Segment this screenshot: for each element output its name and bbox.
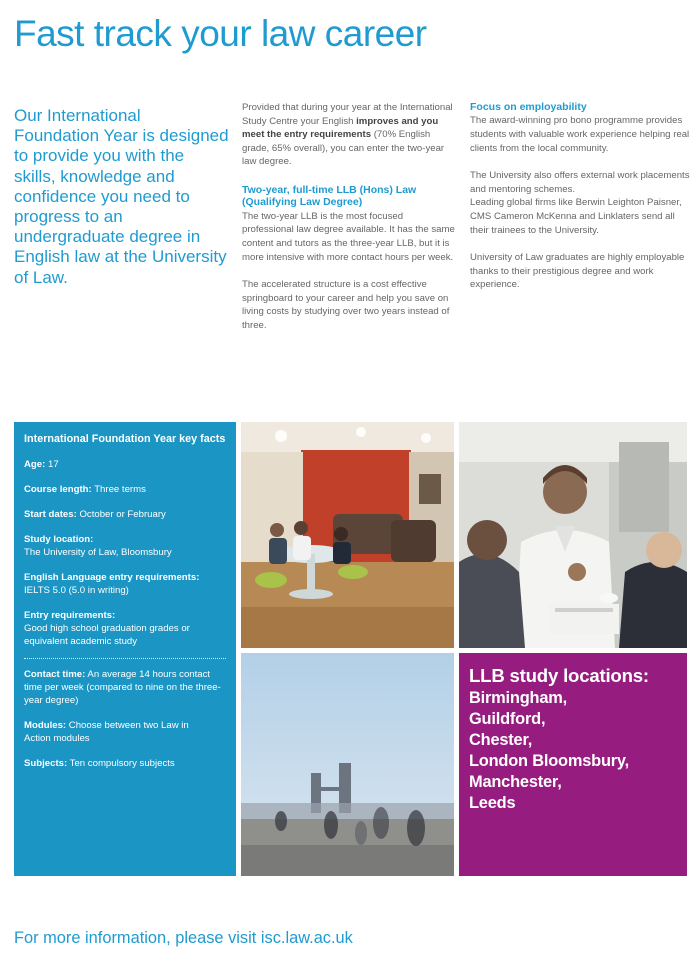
column-two-paragraph-2: The two-year LLB is the most focused professional law degree available. It has the same content and tutors as the three-year LLB, but it is more intensive with more contact hours per week. xyxy=(242,210,455,263)
entry-requirement-emphasis: improves and you meet the entry requirements xyxy=(242,115,439,141)
column-three-paragraph-1: The award-winning pro bono programme provides students with valuable work experience helping real clients from the local community. xyxy=(470,115,690,154)
location-item: Chester, xyxy=(469,731,533,749)
fact-contact-time: Contact time: An average 14 hours contact time per week (compared to nine on the three-year degree) xyxy=(24,668,221,706)
london-city-photo xyxy=(241,653,454,876)
footer-more-info: For more information, please visit isc.law.ac.uk xyxy=(14,929,353,947)
fact-entry-requirements: Entry requirements: Good high school graduation grades or equivalent academic study xyxy=(24,609,190,647)
fact-start-dates: Start dates: October or February xyxy=(24,508,166,520)
fact-study-location: Study location: The University of Law, Bloomsbury xyxy=(24,533,172,558)
students-lounge-image xyxy=(241,422,454,648)
location-item: Birmingham, xyxy=(469,689,567,707)
location-item: Guildford, xyxy=(469,710,546,728)
professionals-meeting-image xyxy=(459,422,687,648)
dotted-divider xyxy=(24,658,226,659)
location-item: Leeds xyxy=(469,794,516,812)
fact-subjects: Subjects: Ten compulsory subjects xyxy=(24,757,175,769)
location-item: London Bloomsbury, xyxy=(469,752,629,770)
column-two-paragraph-3: The accelerated structure is a cost effective springboard to your career and help you save on living costs by studying over two years instead of three. xyxy=(242,279,450,331)
page-title: Fast track your law career xyxy=(14,13,427,54)
llb-locations-panel xyxy=(459,653,687,876)
column-three xyxy=(470,101,692,292)
intro-text: Our International Foundation Year is designed to provide you with the skills, knowledge and confidence you need to progress to an undergraduate degree in English law at the University of Law. xyxy=(14,106,229,287)
fact-english-requirements: English Language entry requirements: IELTS 5.0 (5.0 in writing) xyxy=(24,571,200,596)
professionals-meeting-photo xyxy=(459,422,687,648)
key-facts-title: International Foundation Year key facts xyxy=(24,433,226,445)
students-lounge-photo xyxy=(241,422,454,648)
fact-course-length: Course length: Three terms xyxy=(24,483,146,495)
fact-modules: Modules: Choose between two Law in Action modules xyxy=(24,719,189,744)
london-city-image xyxy=(241,653,454,876)
column-two xyxy=(242,101,457,333)
column-two-paragraph-1: Provided that during your year at the International Study Centre your English improves and you meet the entry requirements (70% English grade, 65% overall), you can enter the two-year law degree. xyxy=(242,102,453,168)
column-three-paragraph-3: University of Law graduates are highly employable thanks to their prestigious degree and work experience. xyxy=(470,252,685,291)
locations-list xyxy=(469,688,677,814)
employability-heading: Focus on employability xyxy=(470,101,587,113)
locations-title: LLB study locations: xyxy=(469,665,649,686)
llb-heading: Two-year, full-time LLB (Hons) Law (Qualifying Law Degree) xyxy=(242,183,417,209)
location-item: Manchester, xyxy=(469,773,562,791)
fact-age: Age: 17 xyxy=(24,458,59,470)
column-three-paragraph-2: The University also offers external work placements and mentoring schemes. Leading global firms like Berwin Leighton Paisner, CMS Cameron McKenna and Linklaters send all their trainees to the University. xyxy=(470,170,690,236)
key-facts-panel xyxy=(14,422,236,876)
